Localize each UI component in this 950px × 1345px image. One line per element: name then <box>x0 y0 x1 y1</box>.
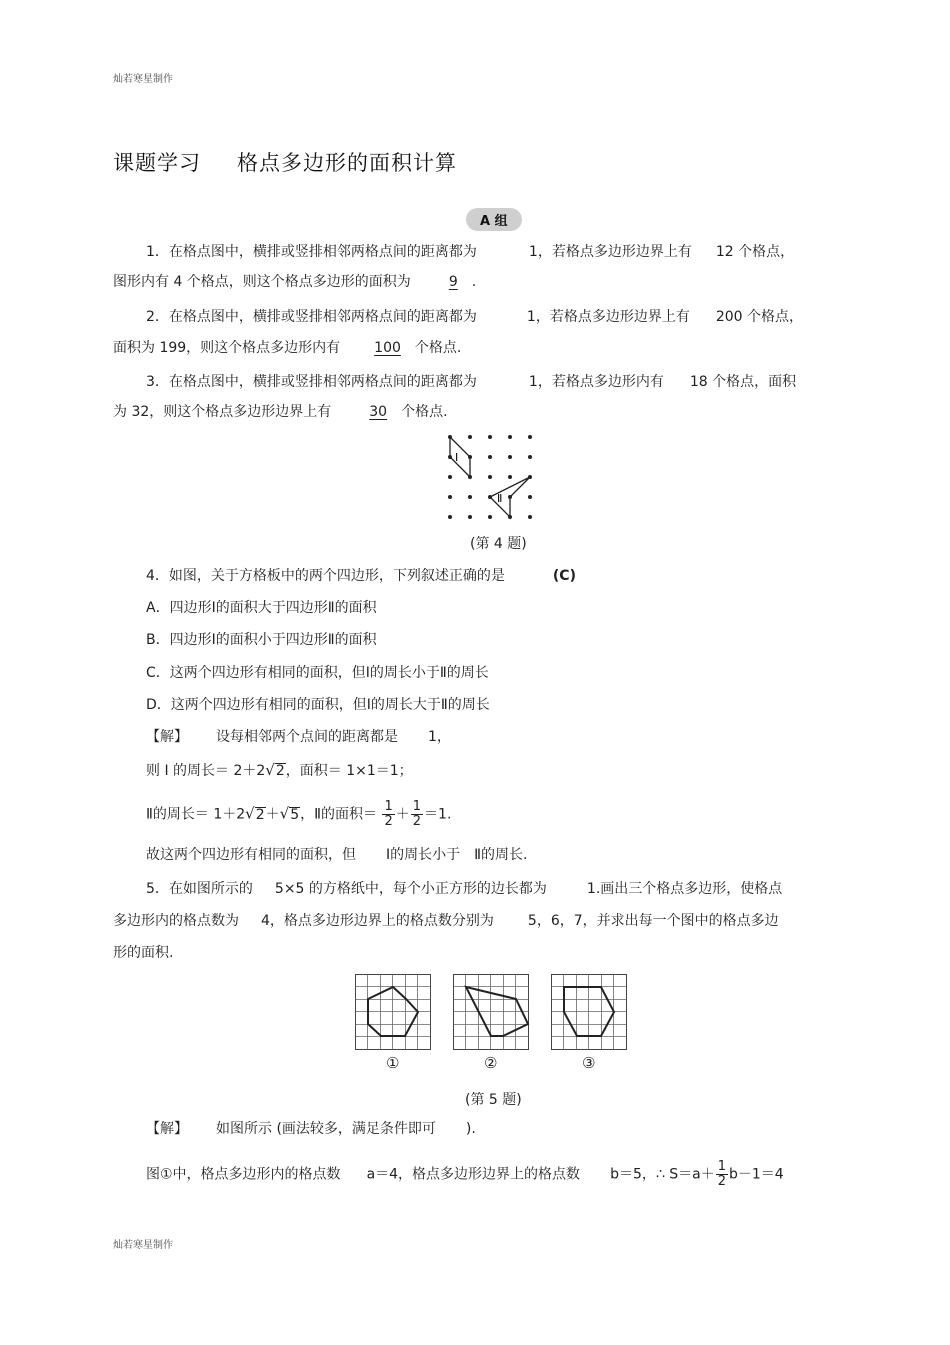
q2-text-b: 1，若格点多边形边界上有 <box>526 309 690 325</box>
label-quad-1: Ⅰ <box>455 452 459 464</box>
q4-plus-2: ＋ <box>395 806 410 823</box>
q3-text-b: 1，若格点多边形内有 <box>528 374 664 390</box>
q4-sqrt-5: 5 <box>290 806 300 823</box>
q5-text-c: 1.画出三个格点多边形，使格点 <box>586 881 783 897</box>
q4-solution-2: 则 Ⅰ 的周长＝ 2＋2√2，面积＝ 1×1＝1； <box>146 761 413 779</box>
q1-text-a: 1．在格点图中，横排或竖排相邻两格点间的距离都为 <box>146 244 477 260</box>
q5-text-e: 4，格点多边形边界上的格点数分别为 <box>261 913 494 929</box>
q4-sqrt-2b: 2 <box>255 806 265 823</box>
q5-line1 <box>146 880 782 898</box>
q5-sol-text-1b: ). <box>465 1121 476 1137</box>
fraction-denominator: 2 <box>717 1174 726 1189</box>
q5-sol-text-2c: b＝5，∴ S＝a＋ <box>610 1166 715 1183</box>
q5-sol-text-2d: b－1＝4 <box>728 1166 784 1183</box>
q4-plus-1: ＋ <box>265 806 280 823</box>
q4-sol-text-2b: ，面积＝ 1×1＝1； <box>285 763 413 779</box>
q4-option-c: C．这两个四边形有相同的面积，但Ⅰ的周长小于Ⅱ的周长 <box>146 665 489 681</box>
q1-line1 <box>146 243 794 261</box>
q4-fraction-1 <box>382 800 394 829</box>
q4-solution-3: Ⅱ的周长＝ 1＋2√2＋√5，Ⅱ的面积＝ $\frac{1}{2}$ ＋ $\frac{1}{2}$ ＝1. <box>146 799 452 829</box>
q2-text-c: 200 个格点， <box>715 309 803 325</box>
fig5-caption: (第 5 题) <box>465 1092 522 1108</box>
q3-line2 <box>113 403 448 421</box>
q5-line2 <box>113 912 779 930</box>
q4-option-d: D．这两个四边形有相同的面积，但Ⅰ的周长大于Ⅱ的周长 <box>146 697 490 713</box>
q2-text-e: 个格点. <box>414 340 462 356</box>
q4-fraction-2 <box>411 800 423 829</box>
q4-sol-text-4c: Ⅱ的周长. <box>474 847 528 863</box>
q4-solution-4 <box>146 846 527 864</box>
q5-sol-text-2b: a＝4，格点多边形边界上的格点数 <box>366 1166 581 1183</box>
q4-answer: (C) <box>552 568 576 584</box>
fraction-numerator: 1 <box>412 799 422 814</box>
q1-text-c: 12 个格点， <box>715 244 795 260</box>
q3-text-a: 3．在格点图中，横排或竖排相邻两格点间的距离都为 <box>146 374 477 390</box>
page-footer: 灿若寒星制作 <box>113 1240 173 1251</box>
q5-text-a: 5．在如图所示的 <box>146 881 253 897</box>
q4-dot-grid-figure <box>440 428 540 524</box>
q4-sol-text-3b: ，Ⅱ的面积＝ <box>300 806 378 823</box>
grid-1 <box>356 975 431 1050</box>
q2-answer: 100 <box>374 340 401 356</box>
q3-line1 <box>146 373 796 391</box>
q4-sol-text-4a: 故这两个四边形有相同的面积，但 <box>146 847 356 863</box>
q1-text-e: . <box>471 274 477 290</box>
q4-sol-text-3a: Ⅱ的周长＝ 1＋2 <box>146 806 246 823</box>
q5-text-f: 5，6，7，并求出每一个图中的格点多边 <box>527 913 779 929</box>
q4-stem-text: 4．如图，关于方格板中的两个四边形，下列叙述正确的是 <box>146 568 505 584</box>
q5-sol-text-2a: 图①中，格点多边形内的格点数 <box>146 1166 341 1183</box>
q4-sol-text-1b: 1， <box>428 729 451 745</box>
q2-line2 <box>113 339 461 357</box>
page-title <box>113 147 457 177</box>
q1-text-b: 1，若格点多边形边界上有 <box>528 244 692 260</box>
label-quad-2: Ⅱ <box>497 493 503 505</box>
q5-solution-2 <box>146 1160 784 1189</box>
group-badge: A 组 <box>466 208 522 231</box>
title-right: 格点多边形的面积计算 <box>237 151 457 175</box>
fraction-denominator: 2 <box>384 814 393 829</box>
q5-text-d: 多边形内的格点数为 <box>113 913 239 929</box>
q3-text-d: 为 32，则这个格点多边形边界上有 <box>113 404 332 420</box>
fig5-label-3: ③ <box>582 1054 596 1072</box>
q3-text-c: 18 个格点，面积 <box>689 374 797 390</box>
q5-line3: 形的面积. <box>113 945 174 961</box>
q4-sol-text-1: 设每相邻两个点间的距离都是 <box>216 729 398 745</box>
q3-text-e: 个格点. <box>401 404 448 420</box>
fig5-label-2: ② <box>484 1054 498 1072</box>
q5-grid-figures <box>354 973 630 1051</box>
q5-sol-tag: 【解】 <box>146 1121 188 1137</box>
fig5-label-1: ① <box>386 1054 400 1072</box>
q5-text-b: 5×5 的方格纸中，每个小正方形的边长都为 <box>274 881 547 897</box>
fraction-denominator: 2 <box>412 814 422 829</box>
grid-3 <box>552 975 627 1050</box>
q2-text-d: 面积为 199，则这个格点多边形内有 <box>113 340 341 356</box>
quadrilateral-2 <box>490 477 530 517</box>
q4-stem <box>146 567 576 585</box>
q2-line1 <box>146 308 803 326</box>
title-left: 课题学习 <box>113 151 201 175</box>
q1-text-d: 图形内有 4 个格点，则这个格点多边形的面积为 <box>113 274 411 290</box>
q4-sqrt-2: 2 <box>275 763 285 779</box>
q4-sol-tag: 【解】 <box>146 729 188 745</box>
fraction-numerator: 1 <box>717 1159 726 1174</box>
q4-option-a: A．四边形Ⅰ的面积大于四边形Ⅱ的面积 <box>146 600 377 616</box>
q4-option-b: B．四边形Ⅰ的面积小于四边形Ⅱ的面积 <box>146 632 377 648</box>
q5-sol-text-1: 如图所示 (画法较多，满足条件即可 <box>216 1121 436 1137</box>
q3-answer: 30 <box>369 404 388 420</box>
fig4-caption: (第 4 题) <box>470 536 527 552</box>
q4-sol-text-4b: Ⅰ的周长小于 <box>386 847 461 863</box>
q5-solution-1 <box>146 1120 476 1138</box>
q4-solution-1 <box>146 728 451 746</box>
page-header: 灿若寒星制作 <box>113 74 173 85</box>
q4-sol-text-2a: 则 Ⅰ 的周长＝ 2＋2 <box>146 763 266 779</box>
fraction-numerator: 1 <box>384 799 393 814</box>
grid-2 <box>454 975 529 1050</box>
q1-line2 <box>113 273 476 291</box>
quadrilateral-1 <box>450 437 470 477</box>
q4-sol-text-3c: ＝1. <box>424 806 452 823</box>
q2-text-a: 2．在格点图中，横排或竖排相邻两格点间的距离都为 <box>146 309 477 325</box>
q1-answer: 9 <box>448 274 458 290</box>
q5-fraction <box>716 1160 728 1189</box>
